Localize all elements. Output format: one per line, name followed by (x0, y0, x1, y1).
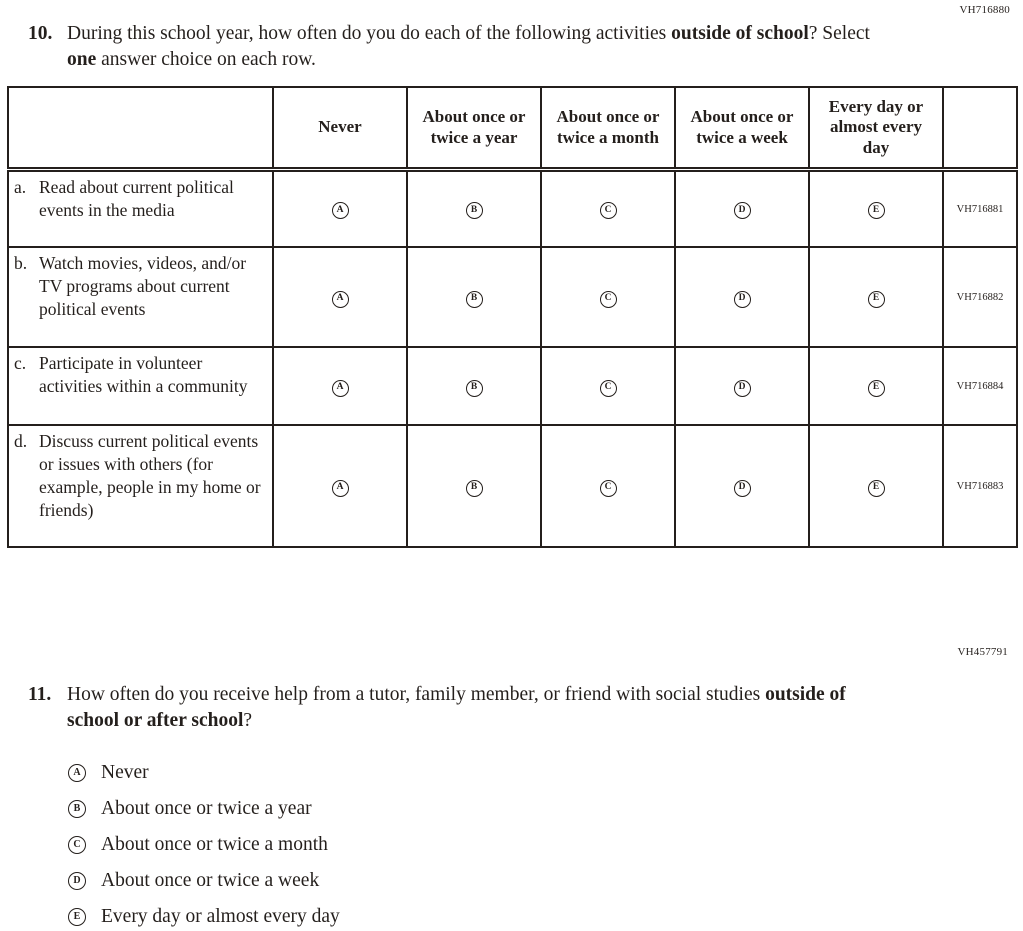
row-c-letter: c. (14, 353, 27, 374)
row-a-option-bubble-B[interactable]: B (466, 202, 483, 219)
q10-answer-table (7, 86, 1018, 548)
row-d-text: Discuss current political events or issues with others (for example, people in my home or friends) (39, 431, 261, 520)
row-d-option-bubble-B[interactable]: B (466, 480, 483, 497)
row-b-item (8, 247, 273, 347)
question-10-header (28, 21, 1016, 72)
q11-option-label-every-day: Every day or almost every day (101, 905, 340, 927)
question-11 (7, 682, 1016, 927)
row-b-option-bubble-B[interactable]: B (466, 291, 483, 308)
q10-header-code-col (943, 87, 1017, 169)
question-10-number: 10. (28, 23, 53, 44)
row-c-option-bubble-B[interactable]: B (466, 380, 483, 397)
q10-text-part1: During this school year, how often do you do each of the following activities (67, 23, 672, 44)
row-a-letter: a. (14, 176, 27, 197)
table-row-c (8, 347, 1017, 425)
q11-text-part1: How often do you receive help from a tutor, family member, or friend with social studies (67, 684, 766, 706)
row-a-option-bubble-D[interactable]: D (734, 202, 751, 219)
row-c-text: Participate in volunteer activities within a community (39, 353, 248, 397)
table-row-a (8, 169, 1017, 247)
q10-header-once-twice-year: About once or twice a year (407, 87, 541, 169)
q11-option-bubble-A[interactable]: A (68, 764, 86, 782)
q11-text-part2: ? (243, 710, 253, 732)
row-d-option-bubble-A[interactable]: A (332, 480, 349, 497)
row-a-text: Read about current political events in the media (39, 176, 234, 220)
row-c-option-bubble-C[interactable]: C (600, 380, 617, 397)
row-d-option-bubble-C[interactable]: C (600, 480, 617, 497)
table-row-d (8, 425, 1017, 547)
q11-option-every-day (68, 906, 1016, 928)
form-code-top: VH716880 (959, 4, 1010, 16)
row-a-option-bubble-A[interactable]: A (332, 202, 349, 219)
q11-option-label-once-twice-month: About once or twice a month (101, 833, 328, 855)
q10-header-once-twice-week: About once or twice a week (675, 87, 809, 169)
row-a-option-bubble-C[interactable]: C (600, 202, 617, 219)
q11-option-bubble-C[interactable]: C (68, 836, 86, 854)
row-c-option-bubble-A[interactable]: A (332, 380, 349, 397)
q10-header-every-day: Every day or almost every day (809, 87, 943, 169)
q11-option-bubble-E[interactable]: E (68, 908, 86, 926)
q11-option-once-twice-month (68, 834, 1016, 856)
row-c-code: VH716884 (943, 347, 1017, 425)
q10-header-row (8, 87, 1017, 169)
q10-header-never: Never (273, 87, 407, 169)
row-c-option-bubble-D[interactable]: D (734, 380, 751, 397)
row-c-option-bubble-E[interactable]: E (868, 380, 885, 397)
q11-text-bold-outside-after-school: outside of school or after school (67, 684, 846, 732)
question-10-text (67, 21, 902, 72)
q10-header-once-twice-month: About once or twice a month (541, 87, 675, 169)
q10-text-part3: answer choice on each row. (96, 48, 316, 70)
q10-header-stub (8, 87, 273, 169)
row-b-option-bubble-C[interactable]: C (600, 291, 617, 308)
q11-option-once-twice-week (68, 870, 1016, 892)
row-d-option-bubble-D[interactable]: D (734, 480, 751, 497)
q11-option-once-twice-year (68, 798, 1016, 820)
row-b-option-bubble-A[interactable]: A (332, 291, 349, 308)
q11-option-label-once-twice-week: About once or twice a week (101, 869, 320, 891)
q11-option-label-once-twice-year: About once or twice a year (101, 797, 312, 819)
q11-option-bubble-D[interactable]: D (68, 872, 86, 890)
q10-text-part2: ? Select (808, 23, 870, 44)
form-code-middle: VH457791 (957, 646, 1008, 659)
row-d-item (8, 425, 273, 547)
row-b-option-bubble-D[interactable]: D (734, 291, 751, 308)
row-b-code: VH716882 (943, 247, 1017, 347)
row-d-option-bubble-E[interactable]: E (868, 480, 885, 497)
row-b-option-bubble-E[interactable]: E (868, 291, 885, 308)
row-a-item (8, 169, 273, 247)
question-11-text (67, 682, 872, 733)
q11-options-list (68, 762, 1016, 928)
q10-text-bold-outside-of-school: outside of school (671, 23, 809, 44)
q11-option-never (68, 762, 1016, 784)
row-d-code: VH716883 (943, 425, 1017, 547)
row-d-letter: d. (14, 431, 28, 452)
question-10 (7, 21, 1016, 548)
table-row-b (8, 247, 1017, 347)
question-11-header (28, 682, 1016, 733)
row-a-code: VH716881 (943, 169, 1017, 247)
row-a-option-bubble-E[interactable]: E (868, 202, 885, 219)
row-b-letter: b. (14, 253, 28, 274)
question-11-number: 11. (28, 684, 52, 706)
row-c-item (8, 347, 273, 425)
row-b-text: Watch movies, videos, and/or TV programs about current political events (39, 253, 247, 319)
q10-text-bold-one: one (67, 48, 97, 70)
q11-option-bubble-B[interactable]: B (68, 800, 86, 818)
q11-option-label-never: Never (101, 761, 149, 783)
